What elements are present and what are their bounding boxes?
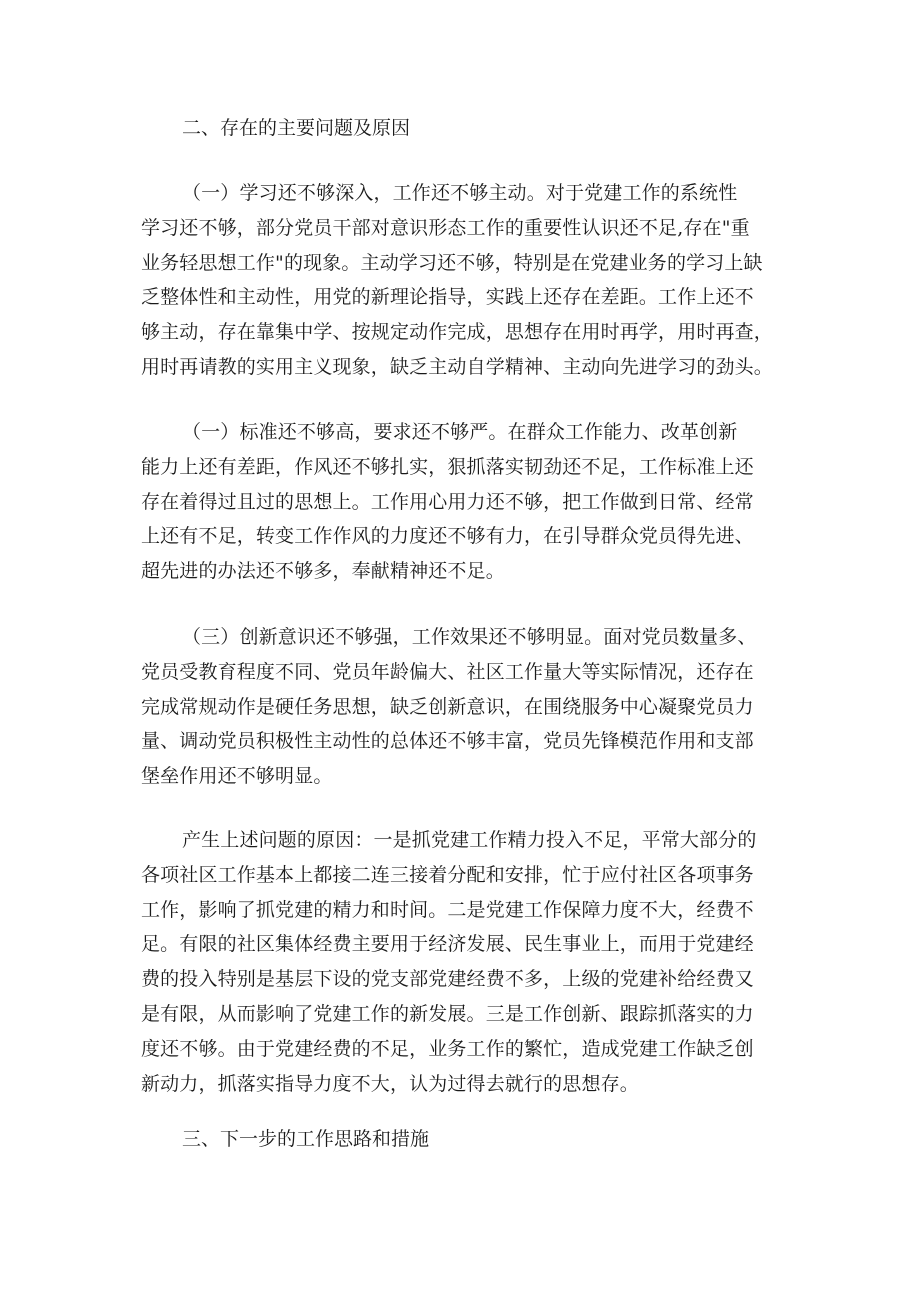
paragraph-learning-issues <box>141 176 795 385</box>
paragraph-line: 新动力，抓落实指导力度不大，认为过得去就行的思想存。 <box>141 1072 639 1095</box>
paragraph-line: （三）创新意识还不够强，工作效果还不够明显。面对党员数量多、 <box>182 626 757 648</box>
paragraph-line: 产生上述问题的原因：一是抓党建工作精力投入不足，平常大部分的 <box>182 829 757 851</box>
paragraph-line: 党员受教育程度不同、党员年龄偏大、社区工作量大等实际情况，还存在 <box>141 660 754 683</box>
section-heading-three: 三、下一步的工作思路和措施 <box>182 1128 430 1150</box>
paragraph-line: 能力上还有差距，作风还不够扎实，狠抓落实韧劲还不足，工作标准上还 <box>141 455 754 478</box>
paragraph-line: 量、调动党员积极性主动性的总体还不够丰富，党员先锋模范作用和支部 <box>141 730 754 753</box>
paragraph-line: 足。有限的社区集体经费主要用于经济发展、民生事业上，而用于党建经 <box>141 933 754 956</box>
paragraph-line: 业务轻思想工作"的现象。主动学习还不够，特别是在党建业务的学习上缺 <box>141 251 763 274</box>
paragraph-line: （一）学习还不够深入，工作还不够主动。对于党建工作的系统性 <box>182 182 738 204</box>
paragraph-line: 够主动，存在靠集中学、按规定动作完成，思想存在用时再学，用时再查， <box>141 321 773 344</box>
paragraph-line: 各项社区工作基本上都接二连三接着分配和安排，忙于应付社区各项事务 <box>141 863 754 886</box>
paragraph-line: （一）标准还不够高，要求还不够严。在群众工作能力、改革创新 <box>182 421 738 443</box>
paragraph-line: 工作，影响了抓党建的精力和时间。二是党建工作保障力度不大，经费不 <box>141 898 754 921</box>
paragraph-line: 用时再请教的实用主义现象，缺乏主动自学精神、主动向先进学习的劲头。 <box>141 355 773 378</box>
paragraph-line: 费的投入特别是基层下设的党支部党建经费不多，上级的党建补给经费又 <box>141 968 754 991</box>
paragraph-line: 上还有不足，转变工作作风的力度还不够有力，在引导群众党员得先进、 <box>141 525 754 548</box>
paragraph-line: 学习还不够，部分党员干部对意识形态工作的重要性认识还不足,存在"重 <box>141 216 750 239</box>
paragraph-line: 存在着得过且过的思想上。工作用心用力还不够，把工作做到日常、经常 <box>141 490 754 513</box>
section-heading-two: 二、存在的主要问题及原因 <box>182 117 411 139</box>
paragraph-line: 是有限，从而影响了党建工作的新发展。三是工作创新、跟踪抓落实的力 <box>141 1002 754 1025</box>
paragraph-innovation-issues <box>141 620 795 794</box>
paragraph-causes <box>141 823 795 1101</box>
paragraph-line: 乏整体性和主动性，用党的新理论指导，实践上还存在差距。工作上还不 <box>141 286 754 309</box>
paragraph-line: 完成常规动作是硬任务思想，缺乏创新意识，在围绕服务中心凝聚党员力 <box>141 695 754 718</box>
paragraph-line: 超先进的办法还不够多，奉献精神还不足。 <box>141 560 505 583</box>
paragraph-standards-issues <box>141 415 795 589</box>
paragraph-line: 度还不够。由于党建经费的不足，业务工作的繁忙，造成党建工作缺乏创 <box>141 1037 754 1060</box>
paragraph-line: 堡垒作用还不够明显。 <box>141 765 333 788</box>
